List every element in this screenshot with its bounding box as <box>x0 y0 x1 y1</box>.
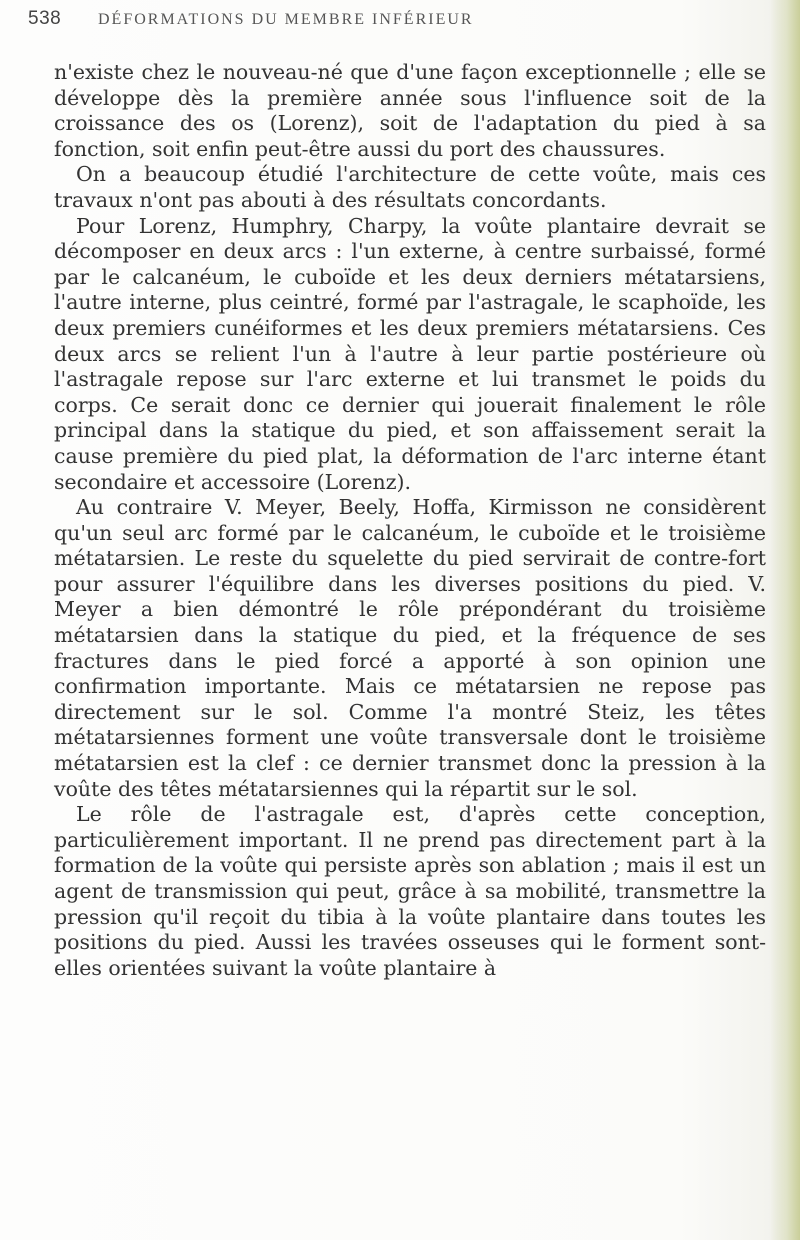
paragraph-5: Le rôle de l'astragale est, d'après cette conception, particulièrement important. Il ne prend pas directement part à la formation de la voûte qui persiste après son ablation ; mais il est un agent de transmission qui peut, grâce à sa mobilité, transmettre la pression qu'il reçoit du tibia à la voûte plantaire dans toutes les positions du pied. Aussi les travées osseuses qui le forment sont-elles orientées suivant la voûte plantaire à <box>54 802 766 980</box>
body-text <box>54 60 766 981</box>
page-edge-shadow <box>770 0 800 1240</box>
paragraph-3: Pour Lorenz, Humphry, Charpy, la voûte plantaire devrait se décomposer en deux arcs : l'un externe, à centre surbaissé, formé par le calcanéum, le cuboïde et les deux derniers métatarsiens, l'autre interne, plus ceintré, formé par l'astragale, le scaphoïde, les deux premiers cunéiformes et les deux premiers métatarsiens. Ces deux arcs se relient l'un à l'autre à leur partie postérieure où l'astragale repose sur l'arc externe et lui transmet le poids du corps. Ce serait donc ce dernier qui jouerait finalement le rôle principal dans la statique du pied, et son affaissement serait la cause première du pied plat, la déformation de l'arc interne étant secondaire et accessoire (Lorenz). <box>54 213 766 494</box>
page-header <box>28 8 768 44</box>
paragraph-1: n'existe chez le nouveau-né que d'une façon exceptionnelle ; elle se développe dès la première année sous l'influence soit de la croissance des os (Lorenz), soit de l'adaptation du pied à sa fonction, soit enfin peut-être aussi du port des chaussures. <box>54 60 766 161</box>
running-title: DÉFORMATIONS DU MEMBRE INFÉRIEUR <box>98 11 474 28</box>
paragraph-2: On a beaucoup étudié l'architecture de cette voûte, mais ces travaux n'ont pas abouti à des résultats concordants. <box>54 162 766 212</box>
page-number: 538 <box>28 8 62 29</box>
paragraph-4: Au contraire V. Meyer, Beely, Hoffa, Kirmisson ne considèrent qu'un seul arc formé par le calcanéum, le cuboïde et le troisième métatarsien. Le reste du squelette du pied servirait de contre-fort pour assurer l'équilibre dans les diverses positions du pied. V. Meyer a bien démontré le rôle prépondérant du troisième métatarsien dans la statique du pied, et la fréquence de ses fractures dans le pied forcé a apporté à son opinion une confirmation importante. Mais ce métatarsien ne repose pas directement sur le sol. Comme l'a montré Steiz, les têtes métatarsiennes forment une voûte transversale dont le troisième métatarsien est la clef : ce dernier transmet donc la pression à la voûte des têtes métatarsiennes qui la répartit sur le sol. <box>54 495 766 801</box>
